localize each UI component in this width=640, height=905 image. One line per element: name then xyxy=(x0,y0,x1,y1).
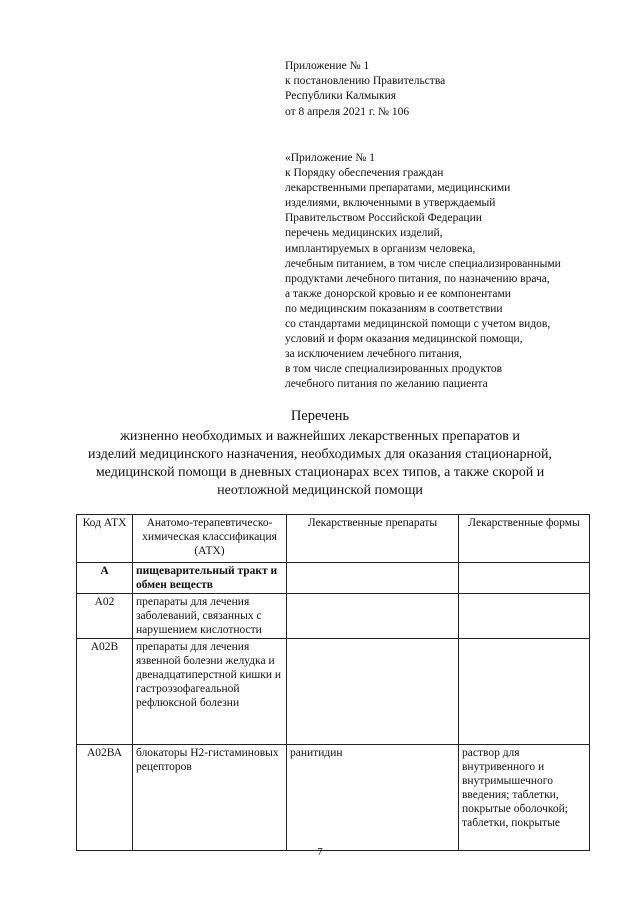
cell-drugs: ранитидин xyxy=(287,745,459,851)
cell-code: А02В xyxy=(77,639,133,745)
approval-line: Республики Калмыкия xyxy=(285,90,397,103)
cell-classification: препараты для лечения заболеваний, связанных с нарушением кислотности xyxy=(133,594,287,639)
table-row xyxy=(77,639,590,745)
appendix-line: за исключением лечебного питания, xyxy=(285,348,463,361)
cell-drugs xyxy=(287,639,459,745)
cell-forms xyxy=(459,563,590,594)
appendix-line: лечебного питания по желанию пациента xyxy=(285,378,488,391)
table-row xyxy=(77,594,590,639)
title-line: жизненно необходимых и важнейших лекарственных препаратов и xyxy=(120,429,520,444)
cell-forms: раствор для внутривенного и внутримышечного введения; таблетки, покрытые оболочкой; таблетки, покрытые xyxy=(459,745,590,851)
appendix-line: имплантируемых в организм человека, xyxy=(285,242,476,255)
appendix-line: в том числе специализированных продуктов xyxy=(285,363,503,376)
title-line: медицинской помощи в дневных стационарах всех типов, а также скорой и xyxy=(95,465,545,480)
title-line: изделий медицинского назначения, необходимых для оказания стационарной, xyxy=(88,447,552,462)
cell-forms xyxy=(459,594,590,639)
header-forms: Лекарственные формы xyxy=(459,515,590,563)
appendix-line: перечень медицинских изделий, xyxy=(285,227,443,240)
table-header-row xyxy=(77,515,590,563)
appendix-line: «Приложение № 1 xyxy=(285,152,375,164)
header-drugs: Лекарственные препараты xyxy=(287,515,459,563)
appendix-header xyxy=(285,151,561,393)
appendix-line: изделиями, включенными в утверждаемый xyxy=(285,197,496,210)
title-heading: Перечень xyxy=(290,408,350,424)
page-number: 7 xyxy=(317,846,323,858)
header-classification: Анатомо-терапевтическо-химическая классификация (АТХ) xyxy=(133,515,287,563)
drug-table xyxy=(76,514,590,851)
cell-drugs xyxy=(287,563,459,594)
approval-header xyxy=(285,59,445,120)
appendix-line: к Порядку обеспечения граждан xyxy=(285,167,444,180)
approval-line: Приложение № 1 xyxy=(285,60,370,72)
approval-line: к постановлению Правительства xyxy=(285,75,446,88)
cell-classification: пищеварительный тракт и обмен веществ xyxy=(133,563,287,594)
drug-table-wrapper xyxy=(76,514,590,851)
table-row xyxy=(77,745,590,851)
cell-classification: блокаторы Н2-гистаминовых рецепторов xyxy=(133,745,287,851)
appendix-line: Правительством Российской Федерации xyxy=(285,212,482,225)
table-row xyxy=(77,563,590,594)
appendix-line: лечебным питанием, в том числе специализированными xyxy=(285,257,561,270)
cell-classification: препараты для лечения язвенной болезни желудка и двенадцатиперстной кишки и гастроэзофагеальной рефлюксной болезни xyxy=(133,639,287,745)
appendix-line: лекарственными препаратами, медицинскими xyxy=(285,182,511,195)
appendix-line: продуктами лечебного питания, по назначению врача, xyxy=(285,272,550,285)
appendix-line: по медицинским показаниям в соответствии xyxy=(285,302,503,315)
appendix-line: со стандартами медицинской помощи с учетом видов, xyxy=(285,318,551,331)
cell-code: А02 xyxy=(77,594,133,639)
title-line: неотложной медицинской помощи xyxy=(217,483,423,498)
cell-drugs xyxy=(287,594,459,639)
approval-line: от 8 апреля 2021 г. № 106 xyxy=(285,105,410,118)
appendix-line: условий и форм оказания медицинской помощи, xyxy=(285,333,523,346)
header-code: Код АТХ xyxy=(77,515,133,563)
document-title xyxy=(0,407,640,500)
appendix-line: а также донорской кровью и ее компонентами xyxy=(285,287,511,300)
cell-code: А02ВА xyxy=(77,745,133,851)
cell-code: А xyxy=(77,563,133,594)
cell-forms xyxy=(459,639,590,745)
